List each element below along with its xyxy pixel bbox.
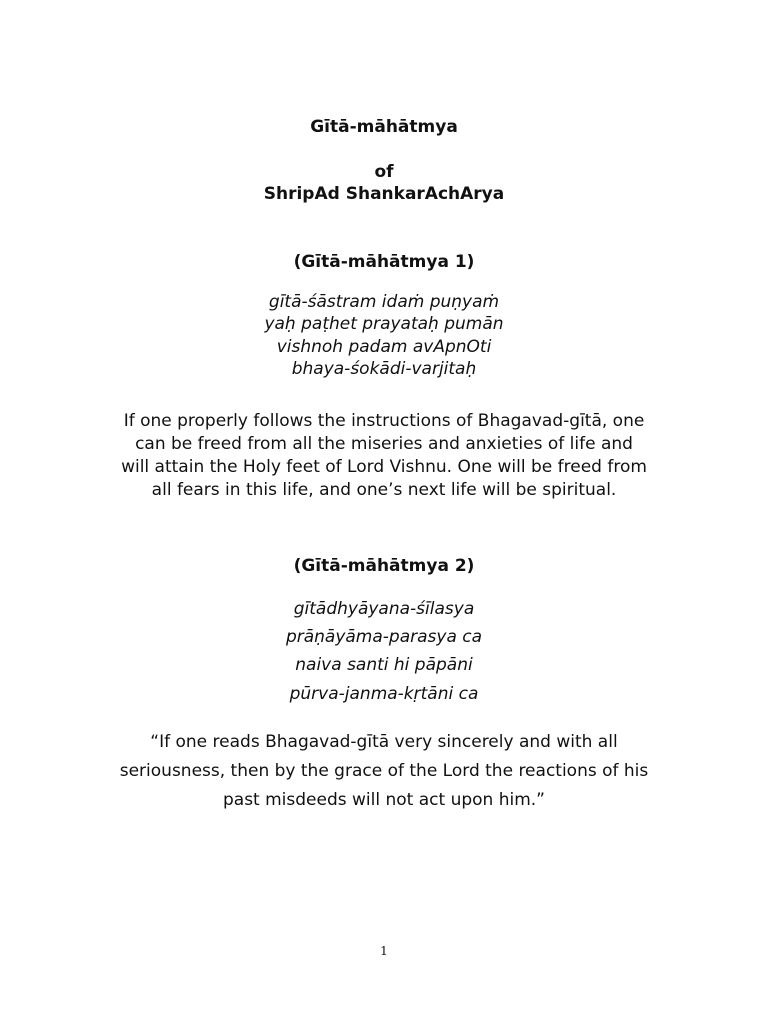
translation-1-line-3: will attain the Holy feet of Lord Vishnu. One will be freed from [121, 457, 647, 477]
verse-2-line-3: naiva santi hi pāpāni [295, 655, 473, 675]
document-title: Gītā-māhātmya [310, 117, 458, 137]
verse-2-line-1: gītādhyāyana-śīlasya [293, 599, 475, 619]
title-of: of [374, 162, 394, 182]
verse-2-line-4: pūrva-janma-kṛtāni ca [289, 684, 479, 704]
verse-1-line-4: bhaya-śokādi-varjitaḥ [291, 359, 477, 379]
page-number: 1 [380, 944, 388, 958]
verse-1-line-1: gītā-śāstram idaṁ puṇyaṁ [268, 292, 500, 312]
section-heading-1: (Gītā-māhātmya 1) [293, 252, 475, 272]
translation-1-line-4: all fears in this life, and one’s next life will be spiritual. [151, 480, 617, 500]
section-heading-2: (Gītā-māhātmya 2) [293, 556, 475, 576]
verse-1-line-3: vishnoh padam avApnOti [276, 337, 492, 357]
translation-1-line-1: If one properly follows the instructions of Bhagavad-gītā, one [123, 411, 645, 431]
author-name: ShripAd ShankarAchArya [263, 184, 505, 204]
verse-1-line-2: yaḥ paṭhet prayataḥ pumān [264, 314, 504, 334]
translation-2-line-1: “If one reads Bhagavad-gītā very sincerely and with all [150, 732, 618, 752]
verse-2-line-2: prāṇāyāma-parasya ca [285, 627, 483, 647]
translation-1-line-2: can be freed from all the miseries and anxieties of life and [135, 434, 633, 454]
translation-2-line-2: seriousness, then by the grace of the Lord the reactions of his [119, 761, 649, 781]
translation-2-line-3: past misdeeds will not act upon him.” [222, 790, 545, 810]
